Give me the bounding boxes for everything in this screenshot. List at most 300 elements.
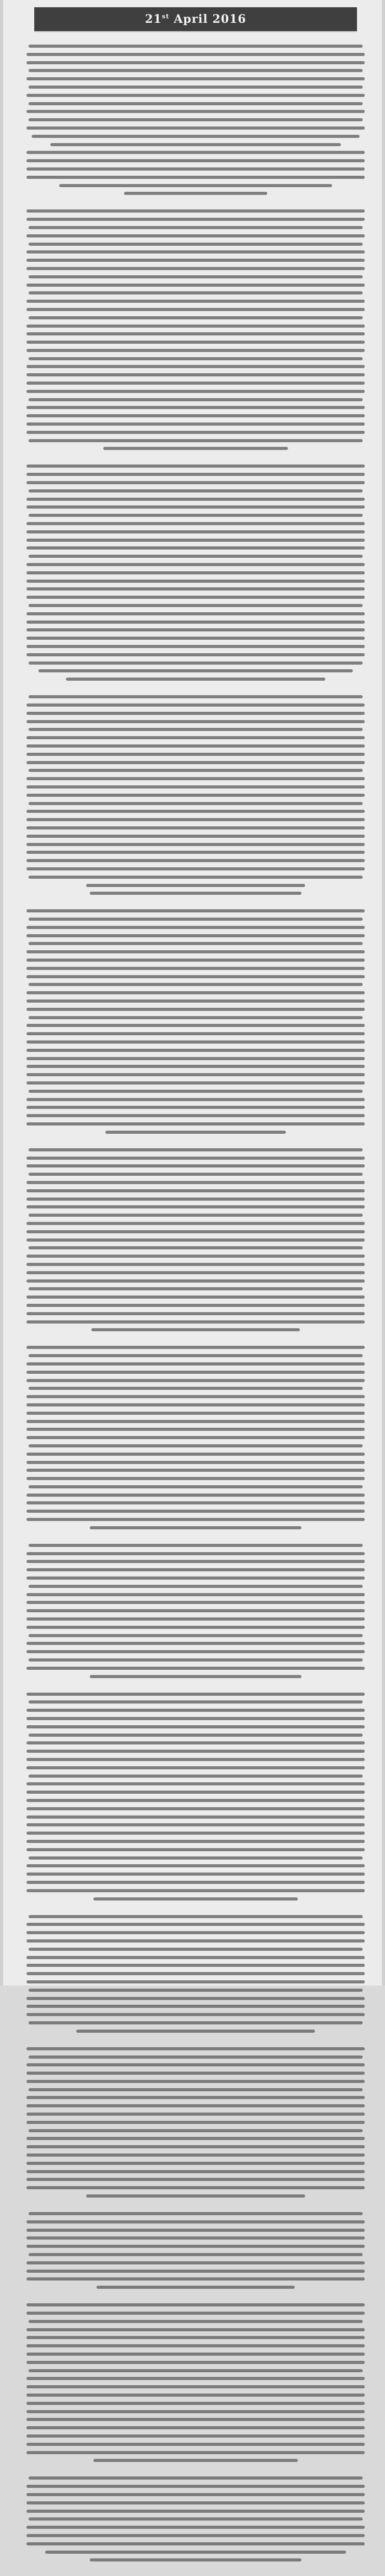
paragraph — [25, 1544, 366, 1678]
text-line — [26, 2270, 364, 2273]
text-line — [26, 218, 364, 221]
text-line — [26, 2121, 364, 2124]
text-line — [26, 1469, 364, 1472]
text-line — [29, 1700, 363, 1704]
text-line — [26, 2162, 364, 2165]
text-line — [29, 2320, 363, 2323]
text-line — [50, 143, 340, 146]
text-line — [26, 522, 364, 525]
text-line — [26, 2361, 364, 2364]
text-line — [26, 2402, 364, 2405]
paragraph — [25, 464, 366, 681]
text-line — [29, 2129, 363, 2132]
text-line — [26, 481, 364, 484]
text-line — [26, 2104, 364, 2107]
text-line — [26, 1709, 364, 1712]
entry-date — [145, 12, 246, 26]
text-line — [26, 1494, 364, 1497]
text-line — [26, 1931, 364, 1934]
text-line — [29, 1246, 363, 1249]
text-line — [26, 1453, 364, 1456]
text-line — [29, 45, 363, 48]
text-line — [26, 1106, 364, 1109]
text-line — [26, 1279, 364, 1283]
text-line — [26, 259, 364, 262]
text-line — [26, 390, 364, 393]
text-line — [26, 414, 364, 417]
text-line — [26, 332, 364, 335]
text-line — [29, 489, 363, 492]
text-line — [26, 1461, 364, 1464]
text-line — [26, 1198, 364, 1201]
text-line — [26, 2245, 364, 2248]
text-line — [26, 546, 364, 550]
text-line — [26, 2385, 364, 2388]
text-line — [26, 1832, 364, 1835]
text-line — [91, 1328, 299, 1331]
text-line — [29, 1658, 363, 1662]
text-line — [29, 661, 363, 665]
text-line — [29, 2212, 363, 2215]
text-line — [86, 884, 305, 887]
text-line — [26, 61, 364, 64]
text-line — [26, 473, 364, 476]
text-line — [45, 2551, 346, 2554]
text-line — [26, 621, 364, 624]
text-line — [26, 1799, 364, 1802]
text-line — [26, 1642, 364, 1645]
text-line — [29, 2253, 363, 2256]
text-line — [26, 1477, 364, 1480]
text-line — [26, 110, 364, 113]
text-line — [26, 1403, 364, 1406]
text-line — [26, 1395, 364, 1398]
text-line — [105, 1131, 286, 1134]
text-line — [26, 2451, 364, 2454]
text-line — [26, 2426, 364, 2429]
text-line — [26, 1271, 364, 1274]
text-line — [29, 118, 363, 121]
text-line — [26, 785, 364, 789]
text-line — [26, 159, 364, 162]
text-line — [29, 1585, 363, 1588]
text-line — [26, 761, 364, 764]
text-line — [26, 1758, 364, 1761]
text-line — [26, 1189, 364, 1192]
text-line — [26, 1741, 364, 1744]
text-line — [26, 720, 364, 723]
text-line — [26, 176, 364, 179]
text-line — [29, 514, 363, 517]
text-line — [86, 2194, 305, 2198]
text-line — [26, 1263, 364, 1266]
text-line — [26, 1081, 364, 1085]
text-line — [26, 1255, 364, 1258]
text-line — [26, 2153, 364, 2157]
text-line — [26, 563, 364, 566]
text-line — [29, 1148, 363, 1151]
text-line — [26, 1964, 364, 1967]
text-line — [26, 2312, 364, 2315]
text-line — [26, 1122, 364, 1125]
text-line — [26, 859, 364, 862]
text-line — [29, 695, 363, 698]
text-line — [29, 728, 363, 731]
text-line — [26, 1362, 364, 1366]
text-line — [26, 2526, 364, 2529]
text-line — [26, 2080, 364, 2083]
text-line — [29, 942, 363, 945]
text-line — [26, 1181, 364, 1184]
text-line — [26, 1609, 364, 1612]
text-line — [26, 1766, 364, 1769]
text-line — [29, 2369, 363, 2372]
text-line — [26, 1222, 364, 1225]
text-line — [29, 769, 363, 772]
text-line — [26, 1617, 364, 1621]
text-line — [26, 1956, 364, 1959]
text-line — [29, 1387, 363, 1390]
text-line — [26, 975, 364, 978]
text-line — [26, 1157, 364, 1160]
text-line — [26, 382, 364, 385]
text-line — [26, 341, 364, 344]
text-line — [26, 1626, 364, 1629]
text-line — [29, 918, 363, 921]
text-line — [26, 703, 364, 707]
text-line — [26, 794, 364, 797]
paragraph — [25, 2047, 366, 2198]
text-line — [26, 53, 364, 56]
text-line — [29, 1634, 363, 1637]
text-line — [26, 1923, 364, 1926]
text-line — [26, 1889, 364, 1892]
text-line — [59, 184, 332, 187]
text-line — [26, 1379, 364, 1382]
text-line — [26, 234, 364, 237]
text-line — [29, 357, 363, 360]
text-line — [93, 2459, 298, 2462]
text-line — [26, 406, 364, 409]
date-month-year: April 2016 — [173, 12, 246, 26]
text-line — [26, 2394, 364, 2397]
text-line — [26, 2005, 364, 2008]
text-line — [29, 1214, 363, 1217]
text-line — [26, 843, 364, 846]
text-line — [97, 2286, 295, 2289]
text-line — [26, 580, 364, 583]
text-line — [26, 967, 364, 970]
text-line — [26, 1049, 364, 1052]
text-line — [26, 498, 364, 501]
text-line — [26, 1552, 364, 1555]
text-line — [29, 69, 363, 72]
text-line — [26, 1312, 364, 1315]
text-line — [26, 530, 364, 533]
text-line — [26, 1782, 364, 1785]
text-line — [26, 1750, 364, 1753]
text-line — [29, 291, 363, 294]
text-line — [26, 596, 364, 599]
text-line — [26, 1296, 364, 1299]
paragraph — [25, 2212, 366, 2289]
text-line — [26, 1420, 364, 1423]
text-line — [26, 1717, 364, 1720]
text-line — [26, 1304, 364, 1307]
text-line — [26, 2434, 364, 2438]
text-line — [26, 818, 364, 821]
text-line — [26, 2534, 364, 2537]
text-line — [26, 628, 364, 631]
text-line — [26, 712, 364, 715]
text-line — [26, 1510, 364, 1513]
text-line — [26, 1576, 364, 1580]
text-line — [29, 1989, 363, 1992]
text-line — [26, 2145, 364, 2148]
text-line — [29, 275, 363, 278]
text-line — [26, 753, 364, 756]
paragraph — [25, 1693, 366, 1901]
text-line — [26, 1024, 364, 1027]
text-line — [26, 1568, 364, 1571]
text-line — [26, 2328, 364, 2331]
text-line — [26, 909, 364, 912]
text-line — [26, 1040, 364, 1044]
text-line — [26, 1807, 364, 1810]
text-line — [26, 2013, 364, 2016]
text-line — [29, 1016, 363, 1019]
text-line — [26, 94, 364, 97]
text-line — [29, 1354, 363, 1357]
date-banner — [34, 7, 357, 31]
text-line — [26, 431, 364, 434]
paragraph — [25, 2476, 366, 2561]
text-line — [26, 736, 364, 739]
text-line — [29, 1090, 363, 1093]
text-line — [29, 1544, 363, 1547]
text-line — [26, 77, 364, 80]
text-line — [26, 2493, 364, 2496]
text-line — [124, 192, 267, 195]
text-line — [26, 1346, 364, 1349]
text-line — [26, 2178, 364, 2181]
paragraph — [25, 45, 366, 195]
date-day: 21 — [145, 12, 162, 26]
text-line — [26, 1320, 364, 1324]
text-line — [26, 539, 364, 542]
paragraph — [25, 209, 366, 450]
text-line — [90, 2558, 301, 2561]
text-line — [26, 373, 364, 376]
text-line — [26, 1065, 364, 1068]
text-line — [26, 2236, 364, 2240]
text-line — [26, 1725, 364, 1728]
text-line — [29, 226, 363, 229]
text-line — [26, 1238, 364, 1242]
text-line — [29, 1173, 363, 1176]
text-line — [26, 1428, 364, 1431]
text-line — [26, 2096, 364, 2099]
text-line — [26, 2344, 364, 2347]
text-line — [26, 826, 364, 829]
text-line — [26, 2510, 364, 2513]
text-line — [26, 1848, 364, 1851]
text-line — [29, 1444, 363, 1447]
text-line — [26, 2377, 364, 2380]
text-line — [26, 612, 364, 615]
text-line — [26, 1164, 364, 1167]
text-line — [26, 1840, 364, 1843]
text-line — [29, 86, 363, 89]
text-line — [26, 2501, 364, 2504]
text-line — [29, 1948, 363, 1951]
text-line — [26, 2410, 364, 2413]
paragraph — [25, 909, 366, 1134]
text-line — [26, 1650, 364, 1653]
text-line — [26, 1601, 364, 1604]
text-line — [26, 2220, 364, 2223]
text-line — [26, 2418, 364, 2421]
text-line — [29, 2088, 363, 2091]
text-line — [26, 1436, 364, 1439]
text-line — [26, 2353, 364, 2356]
text-line — [29, 2021, 363, 2024]
text-line — [26, 1230, 364, 1233]
paragraph — [25, 1346, 366, 1529]
text-line — [66, 678, 325, 681]
text-line — [26, 934, 364, 937]
text-line — [26, 126, 364, 130]
text-line — [26, 1073, 364, 1076]
text-line — [26, 1412, 364, 1415]
text-line — [26, 2485, 364, 2488]
text-line — [90, 1675, 301, 1678]
text-line — [26, 950, 364, 953]
text-line — [29, 1287, 363, 1290]
text-line — [26, 1873, 364, 1876]
text-line — [29, 876, 363, 879]
text-line — [26, 653, 364, 656]
text-line — [26, 2542, 364, 2545]
text-line — [26, 1693, 364, 1696]
text-line — [29, 1734, 363, 1737]
text-line — [26, 1114, 364, 1117]
text-line — [26, 1593, 364, 1596]
text-line — [26, 151, 364, 154]
text-line — [26, 2277, 364, 2281]
text-line — [26, 505, 364, 509]
text-line — [29, 102, 363, 105]
text-line — [29, 555, 363, 558]
text-line — [26, 1791, 364, 1794]
text-line — [26, 250, 364, 254]
text-line — [29, 243, 363, 246]
text-line — [26, 2063, 364, 2066]
text-line — [26, 571, 364, 574]
text-line — [26, 209, 364, 213]
text-line — [26, 464, 364, 468]
text-line — [26, 835, 364, 838]
paragraph — [25, 2303, 366, 2462]
text-line — [29, 802, 363, 805]
text-line — [26, 349, 364, 352]
text-line — [26, 1205, 364, 1208]
text-line — [32, 135, 360, 138]
text-line — [26, 2229, 364, 2232]
text-line — [26, 2113, 364, 2116]
text-line — [26, 1501, 364, 1504]
text-line — [90, 1526, 301, 1529]
text-line — [26, 1864, 364, 1867]
text-line — [26, 1939, 364, 1942]
text-line — [26, 1823, 364, 1826]
text-line — [26, 851, 364, 854]
text-line — [29, 316, 363, 319]
text-line — [26, 1667, 364, 1670]
text-line — [26, 1560, 364, 1563]
text-line — [29, 983, 363, 986]
text-line — [26, 637, 364, 640]
date-suffix: st — [161, 12, 170, 20]
text-line — [29, 2056, 363, 2059]
text-line — [26, 1000, 364, 1003]
text-line — [29, 604, 363, 607]
text-line — [26, 365, 364, 368]
text-line — [29, 1485, 363, 1488]
text-line — [26, 2170, 364, 2173]
text-line — [29, 439, 363, 442]
text-line — [26, 1057, 364, 1060]
paragraph — [25, 1148, 366, 1332]
text-line — [26, 2261, 364, 2264]
text-line — [26, 2137, 364, 2140]
text-line — [26, 1032, 364, 1035]
text-line — [26, 167, 364, 171]
paragraph — [25, 1915, 366, 2033]
text-line — [26, 1518, 364, 1521]
text-line — [26, 2443, 364, 2446]
text-line — [76, 2030, 315, 2033]
text-line — [26, 1997, 364, 2000]
text-line — [26, 2336, 364, 2339]
text-line — [103, 447, 287, 450]
text-line — [26, 926, 364, 929]
text-line — [26, 325, 364, 328]
text-line — [29, 2517, 363, 2521]
entry-body — [25, 45, 366, 2576]
text-line — [26, 1815, 364, 1819]
text-line — [26, 308, 364, 311]
text-line — [29, 2476, 363, 2480]
text-line — [26, 1371, 364, 1374]
text-line — [26, 1098, 364, 1101]
text-line — [26, 1980, 364, 1983]
text-line — [26, 645, 364, 648]
paragraph — [25, 695, 366, 895]
text-line — [26, 1972, 364, 1975]
text-line — [26, 284, 364, 287]
text-line — [26, 2186, 364, 2189]
text-line — [26, 2303, 364, 2306]
text-line — [29, 1775, 363, 1778]
text-line — [26, 959, 364, 962]
text-line — [29, 398, 363, 401]
text-line — [26, 777, 364, 780]
text-line — [29, 1856, 363, 1860]
text-line — [26, 587, 364, 590]
text-line — [26, 744, 364, 748]
text-line — [38, 669, 352, 672]
